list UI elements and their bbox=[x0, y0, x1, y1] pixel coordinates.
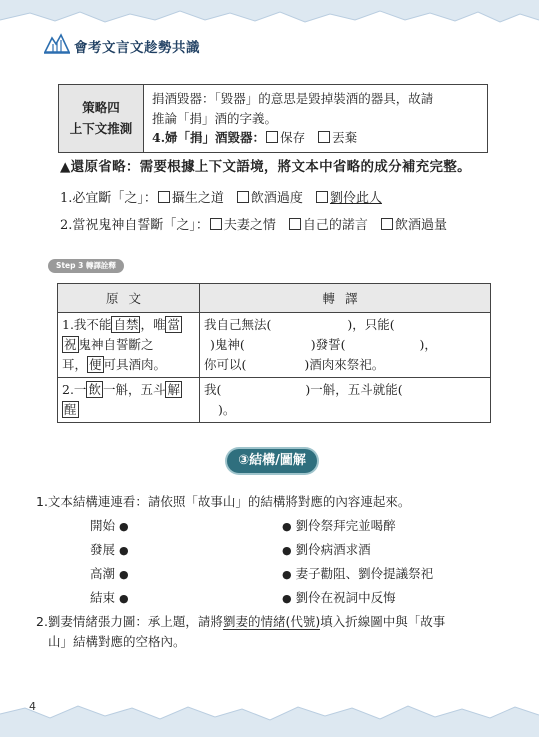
strategy-label bbox=[59, 85, 144, 153]
text: )一斛，五斗就能( bbox=[305, 382, 403, 397]
text: 1.我不能 bbox=[62, 317, 112, 332]
text: 劉妻的情緒(代號) bbox=[222, 614, 321, 629]
checkbox[interactable] bbox=[381, 218, 393, 230]
q2-option-2: 自己的諾言 bbox=[302, 218, 368, 233]
restore-omission-note: ▲還原省略：需要根據上下文語境，將文本中省略的成分補充完整。 bbox=[60, 159, 471, 175]
section-title: ③結構/圖解 bbox=[227, 449, 317, 473]
match-right-item bbox=[282, 564, 433, 582]
checkbox[interactable] bbox=[158, 191, 170, 203]
mountain-logo-icon bbox=[44, 32, 70, 54]
text: )酒肉來祭祀。 bbox=[304, 357, 385, 372]
q4-option-2: 丟棄 bbox=[332, 130, 358, 145]
translation-text-1 bbox=[200, 313, 491, 378]
text: 你可以( bbox=[204, 357, 247, 372]
match-right-label: 劉伶病酒求酒 bbox=[295, 542, 371, 557]
checkbox[interactable] bbox=[237, 191, 249, 203]
match-right-label: 劉伶祭拜完並喝醉 bbox=[295, 518, 396, 533]
match-right-item bbox=[282, 588, 396, 606]
original-text-2 bbox=[58, 378, 200, 423]
match-left-item bbox=[90, 540, 129, 558]
checkbox[interactable] bbox=[210, 218, 222, 230]
checkbox[interactable] bbox=[266, 131, 278, 143]
strategy-question-4 bbox=[152, 128, 481, 148]
boxed-word: 祝 bbox=[64, 337, 77, 352]
text: 2.一 bbox=[62, 382, 87, 397]
boxed-word: 飲 bbox=[88, 382, 101, 397]
column-header-original: 原文 bbox=[58, 284, 200, 313]
match-left-item bbox=[90, 516, 129, 534]
checkbox[interactable] bbox=[289, 218, 301, 230]
match-right-label: 劉伶在祝詞中反悔 bbox=[295, 590, 396, 605]
text: )， bbox=[419, 337, 437, 352]
bullet-dot-icon[interactable]: ● bbox=[282, 592, 292, 605]
bullet-dot-icon[interactable]: ● bbox=[282, 520, 292, 533]
original-text-1 bbox=[58, 313, 200, 378]
strategy-table bbox=[58, 84, 488, 153]
strategy-content bbox=[144, 85, 488, 153]
column-header-translation: 轉譯 bbox=[200, 284, 491, 313]
bullet-dot-icon[interactable]: ● bbox=[119, 568, 129, 581]
q1-option-3: 劉伶此人 bbox=[329, 191, 382, 206]
text: 我( bbox=[204, 382, 222, 397]
q4-prefix: 4.婦「捐」酒毀器： bbox=[152, 130, 266, 145]
bullet-dot-icon[interactable]: ● bbox=[282, 544, 292, 557]
text: )。 bbox=[218, 402, 236, 417]
match-right-item bbox=[282, 540, 371, 558]
question-1 bbox=[60, 187, 382, 206]
q2-prefix: 2.當祝鬼神自誓斷「之」： bbox=[60, 218, 209, 233]
table-row bbox=[58, 378, 491, 423]
q2-option-3: 飲酒過量 bbox=[394, 218, 447, 233]
page-number: 4 bbox=[29, 700, 36, 713]
match-left-item bbox=[90, 564, 129, 582]
match-right-item bbox=[282, 516, 396, 534]
strategy-label-line1: 策略四 bbox=[82, 100, 120, 116]
q2-option-1: 夫妻之情 bbox=[223, 218, 276, 233]
text: 2.劉妻情緒張力圖：承上題，請將 bbox=[36, 614, 223, 629]
translation-table bbox=[57, 283, 491, 423]
step-badge: Step 3 轉譯詮釋 bbox=[48, 259, 124, 273]
table-row bbox=[58, 313, 491, 378]
strategy-line2: 推論「捐」酒的字義。 bbox=[152, 110, 278, 126]
text: ，唯 bbox=[140, 317, 166, 332]
match-left-item bbox=[90, 588, 129, 606]
match-right-label: 妻子勸阻、劉伶提議祭祀 bbox=[295, 566, 434, 581]
q1-prefix: 1.必宜斷「之」： bbox=[60, 191, 157, 206]
text: 耳， bbox=[62, 357, 88, 372]
text: 填入折線圖中與「故事 bbox=[320, 614, 446, 629]
match-left-label: 發展 bbox=[90, 542, 116, 557]
boxed-word: 自禁 bbox=[113, 317, 139, 332]
bullet-dot-icon[interactable]: ● bbox=[282, 568, 292, 581]
bullet-dot-icon[interactable]: ● bbox=[119, 592, 129, 605]
structure-question-1: 1.文本結構連連看：請依照「故事山」的結構將對應的內容連起來。 bbox=[36, 494, 411, 509]
checkbox[interactable] bbox=[318, 131, 330, 143]
text: 一斛，五斗 bbox=[102, 382, 166, 397]
q4-option-1: 保存 bbox=[280, 130, 306, 145]
question-2 bbox=[60, 214, 447, 233]
strategy-line1: 捐酒毀器：「毀器」的意思是毀掉裝酒的器具，故請 bbox=[152, 91, 434, 106]
text: )發誓( bbox=[310, 337, 346, 352]
text: )鬼神( bbox=[210, 337, 245, 352]
bullet-dot-icon[interactable]: ● bbox=[119, 544, 129, 557]
boxed-word: 解 bbox=[167, 382, 180, 397]
footer-decoration bbox=[0, 692, 539, 737]
boxed-word: 當 bbox=[167, 317, 180, 332]
bullet-dot-icon[interactable]: ● bbox=[119, 520, 129, 533]
structure-question-2-cont: 山」結構對應的空格內。 bbox=[48, 634, 186, 649]
structure-question-2 bbox=[36, 612, 445, 630]
match-left-label: 開始 bbox=[90, 518, 116, 533]
match-left-label: 結束 bbox=[90, 590, 116, 605]
text: 我自己無法( bbox=[204, 317, 272, 332]
text: 可具酒肉。 bbox=[103, 357, 167, 372]
boxed-word: 便 bbox=[89, 357, 102, 372]
book-title: 會考文言文趁勢共識 bbox=[74, 40, 200, 56]
checkbox[interactable] bbox=[316, 191, 328, 203]
match-left-label: 高潮 bbox=[90, 566, 116, 581]
strategy-label-line2: 上下文推測 bbox=[69, 121, 133, 137]
text: 鬼神自誓斷之 bbox=[78, 337, 154, 352]
translation-text-2 bbox=[200, 378, 491, 423]
q1-option-1: 攝生之道 bbox=[171, 191, 224, 206]
q1-option-2: 飲酒過度 bbox=[250, 191, 303, 206]
text: )，只能( bbox=[347, 317, 395, 332]
boxed-word: 酲 bbox=[64, 402, 77, 417]
